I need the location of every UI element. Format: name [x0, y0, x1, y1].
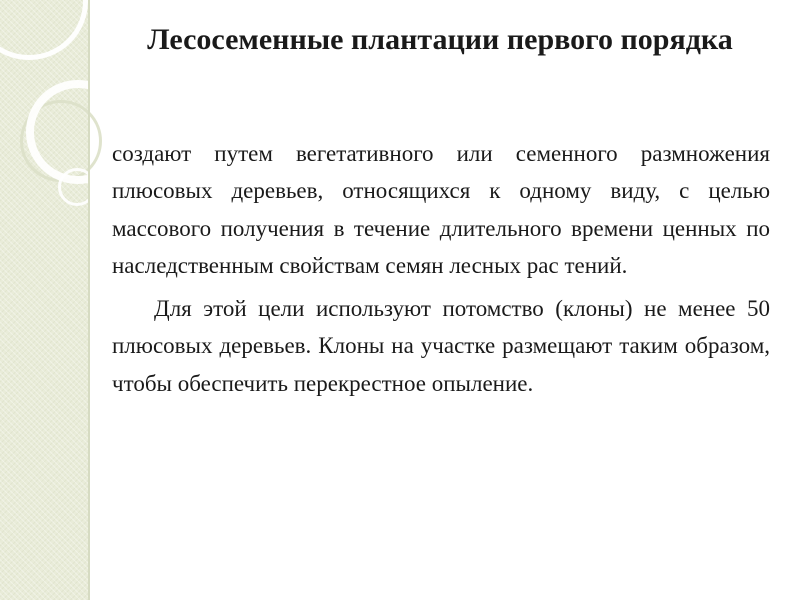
decorative-side-band	[0, 0, 88, 600]
body-paragraph-2: Для этой цели используют потомство (клоны) не менее 50 плюсовых деревьев. Клоны на участке размещают таким образом, чтобы обеспечить перекрестное опыление.	[112, 296, 770, 396]
slide-title: Лесосеменные плантации первого порядка	[147, 23, 733, 56]
side-band-border	[88, 0, 90, 600]
decorative-ring-small	[58, 168, 96, 206]
decorative-ring-top	[0, 0, 88, 60]
body-paragraph-1: создают путем вегетативного или семенного размножения плюсовых деревьев, относящихся к одному виду, с целью массового получения в течение длительного времени ценных по наследственным свойствам семян лесных рас тений.	[112, 141, 770, 278]
slide-body	[112, 135, 770, 402]
